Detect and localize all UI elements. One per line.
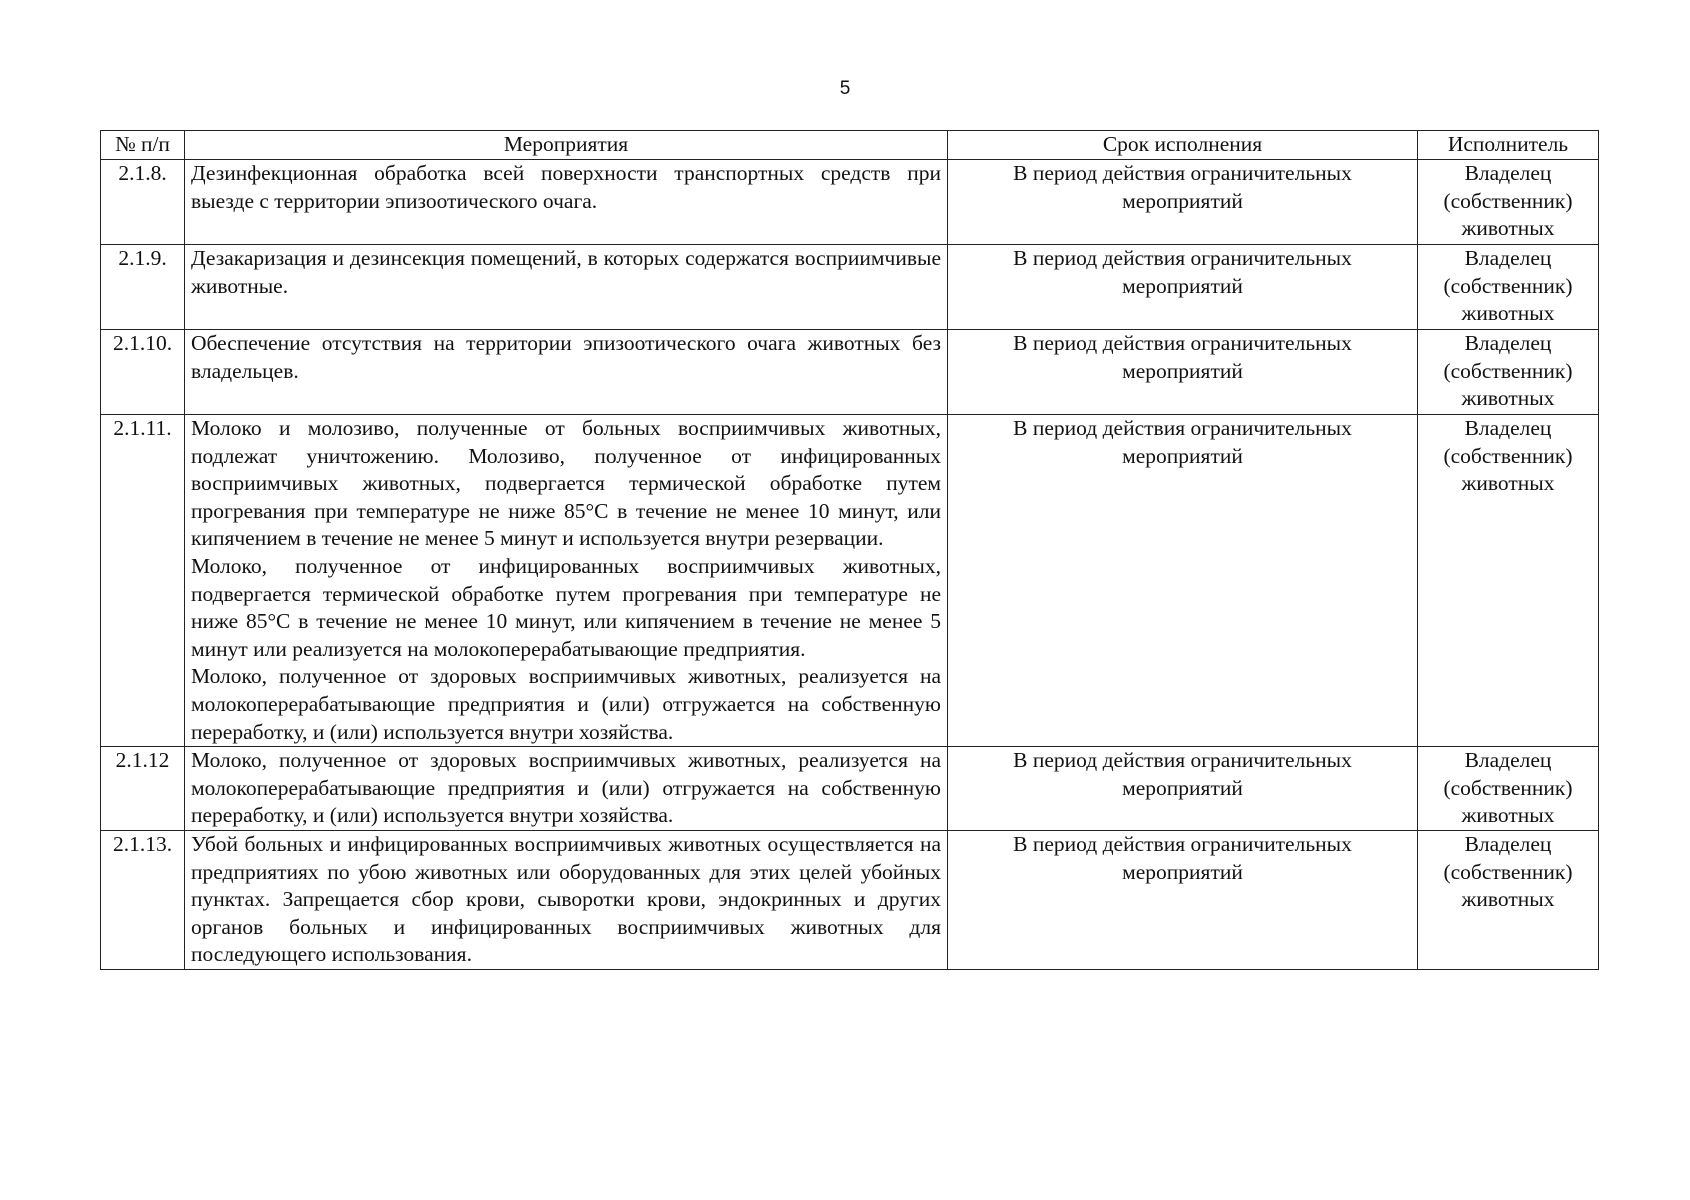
table-row xyxy=(101,330,1599,415)
term-text: В период действия ограничительных мероприятий xyxy=(948,245,1418,330)
measure-text xyxy=(185,830,948,969)
measure-text xyxy=(185,160,948,245)
row-number: 2.1.11. xyxy=(101,415,185,747)
row-number: 2.1.10. xyxy=(101,330,185,415)
header-term: Срок исполнения xyxy=(948,131,1418,160)
executor-text: Владелец (собственник) животных xyxy=(1418,415,1599,747)
row-number: 2.1.12 xyxy=(101,747,185,831)
executor-text: Владелец (собственник) животных xyxy=(1418,245,1599,330)
table-row xyxy=(101,160,1599,245)
executor-text: Владелец (собственник) животных xyxy=(1418,830,1599,969)
measure-paragraph: Молоко, полученное от здоровых восприимчивых животных, реализуется на молокоперерабатывающие предприятия и (или) отгружается на собственную переработку, и (или) используется внутри хозяйства. xyxy=(191,664,941,744)
row-number: 2.1.13. xyxy=(101,830,185,969)
measure-text xyxy=(185,245,948,330)
measure-paragraph: Убой больных и инфицированных восприимчивых животных осуществляется на предприятиях по убою животных или оборудованных для этих целей убойных пунктах. Запрещается сбор крови, сыворотки крови, эндокринных и других органов больных и инфицированных восприимчивых животных для последующего использования. xyxy=(191,831,941,967)
table-row xyxy=(101,245,1599,330)
term-text: В период действия ограничительных мероприятий xyxy=(948,747,1418,831)
executor-text: Владелец (собственник) животных xyxy=(1418,330,1599,415)
measure-text xyxy=(185,415,948,747)
measure-paragraph: Молоко и молозиво, полученные от больных восприимчивых животных, подлежат уничтожению. Молозиво, полученное от инфицированных восприимчивых животных, подвергается термической обработке путем прогревания при температуре не ниже 85°С в течение не менее 10 минут, или кипячением в течение не менее 5 минут и используется внутри резервации. xyxy=(191,416,941,551)
term-text: В период действия ограничительных мероприятий xyxy=(948,830,1418,969)
measure-text xyxy=(185,747,948,831)
table-row xyxy=(101,830,1599,969)
executor-text: Владелец (собственник) животных xyxy=(1418,160,1599,245)
term-text: В период действия ограничительных мероприятий xyxy=(948,415,1418,747)
measures-table xyxy=(100,130,1599,970)
page-number: 5 xyxy=(839,78,851,99)
term-text: В период действия ограничительных мероприятий xyxy=(948,160,1418,245)
table-row xyxy=(101,415,1599,747)
table-row xyxy=(101,747,1599,831)
header-executor: Исполнитель xyxy=(1418,131,1599,160)
row-number: 2.1.9. xyxy=(101,245,185,330)
term-text: В период действия ограничительных мероприятий xyxy=(948,330,1418,415)
measure-paragraph: Дезакаризация и дезинсекция помещений, в которых содержатся восприимчивые животные. xyxy=(191,246,941,298)
header-num: № п/п xyxy=(101,131,185,160)
measure-paragraph: Молоко, полученное от инфицированных восприимчивых животных, подвергается термической обработке путем прогревания при температуре не ниже 85°С в течение не менее 10 минут, или кипячением в течение не менее 5 минут или реализуется на молокоперерабатывающие предприятия. xyxy=(191,553,941,661)
measure-paragraph: Молоко, полученное от здоровых восприимчивых животных, реализуется на молокоперерабатывающие предприятия и (или) отгружается на собственную переработку, и (или) используется внутри хозяйства. xyxy=(191,748,941,828)
executor-text: Владелец (собственник) животных xyxy=(1418,747,1599,831)
measure-paragraph: Обеспечение отсутствия на территории эпизоотического очага животных без владельцев. xyxy=(191,331,941,383)
row-number: 2.1.8. xyxy=(101,160,185,245)
measure-paragraph: Дезинфекционная обработка всей поверхности транспортных средств при выезде с территории эпизоотического очага. xyxy=(191,161,941,213)
table-header-row xyxy=(101,131,1599,160)
measure-text xyxy=(185,330,948,415)
header-measure: Мероприятия xyxy=(185,131,948,160)
